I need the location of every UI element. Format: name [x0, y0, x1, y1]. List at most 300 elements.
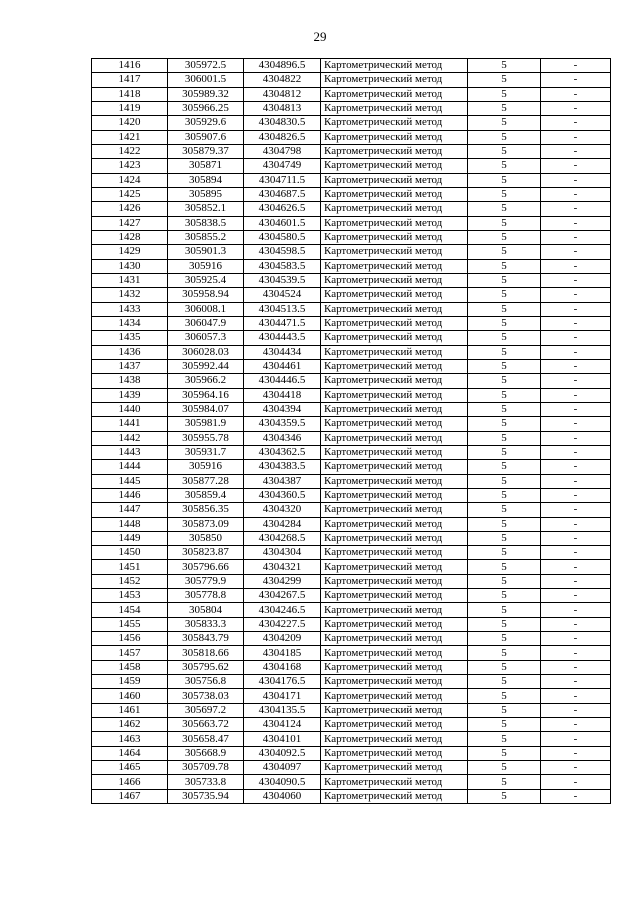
- y-coordinate-cell: 4304321: [244, 560, 321, 574]
- description-cell: -: [541, 789, 611, 803]
- x-coordinate-cell: 305972.5: [168, 59, 244, 73]
- table-row: [92, 789, 611, 803]
- description-cell: -: [541, 646, 611, 660]
- method-cell: Картометрический метод: [321, 632, 468, 646]
- x-coordinate-cell: 305668.9: [168, 746, 244, 760]
- x-coordinate-cell: 305958.94: [168, 288, 244, 302]
- point-number-cell: 1446: [92, 488, 168, 502]
- description-cell: -: [541, 374, 611, 388]
- method-cell: Картометрический метод: [321, 517, 468, 531]
- point-number-cell: 1466: [92, 775, 168, 789]
- point-number-cell: 1457: [92, 646, 168, 660]
- table-row: [92, 73, 611, 87]
- table-row: [92, 116, 611, 130]
- point-number-cell: 1456: [92, 632, 168, 646]
- accuracy-cell: 5: [468, 761, 541, 775]
- table-row: [92, 159, 611, 173]
- method-cell: Картометрический метод: [321, 388, 468, 402]
- description-cell: -: [541, 617, 611, 631]
- y-coordinate-cell: 4304176.5: [244, 675, 321, 689]
- x-coordinate-cell: 306028.03: [168, 345, 244, 359]
- point-number-cell: 1444: [92, 460, 168, 474]
- table-row: [92, 460, 611, 474]
- description-cell: -: [541, 216, 611, 230]
- accuracy-cell: 5: [468, 589, 541, 603]
- method-cell: Картометрический метод: [321, 503, 468, 517]
- x-coordinate-cell: 305855.2: [168, 230, 244, 244]
- y-coordinate-cell: 4304320: [244, 503, 321, 517]
- description-cell: -: [541, 417, 611, 431]
- point-number-cell: 1465: [92, 761, 168, 775]
- method-cell: Картометрический метод: [321, 718, 468, 732]
- description-cell: -: [541, 87, 611, 101]
- description-cell: -: [541, 474, 611, 488]
- accuracy-cell: 5: [468, 574, 541, 588]
- method-cell: Картометрический метод: [321, 331, 468, 345]
- x-coordinate-cell: 305879.37: [168, 144, 244, 158]
- point-number-cell: 1439: [92, 388, 168, 402]
- table-row: [92, 202, 611, 216]
- y-coordinate-cell: 4304434: [244, 345, 321, 359]
- accuracy-cell: 5: [468, 345, 541, 359]
- point-number-cell: 1445: [92, 474, 168, 488]
- description-cell: -: [541, 431, 611, 445]
- accuracy-cell: 5: [468, 116, 541, 130]
- y-coordinate-cell: 4304246.5: [244, 603, 321, 617]
- accuracy-cell: 5: [468, 789, 541, 803]
- method-cell: Картометрический метод: [321, 288, 468, 302]
- accuracy-cell: 5: [468, 101, 541, 115]
- point-number-cell: 1451: [92, 560, 168, 574]
- y-coordinate-cell: 4304394: [244, 402, 321, 416]
- table-row: [92, 374, 611, 388]
- point-number-cell: 1423: [92, 159, 168, 173]
- point-number-cell: 1461: [92, 703, 168, 717]
- method-cell: Картометрический метод: [321, 703, 468, 717]
- table-row: [92, 388, 611, 402]
- accuracy-cell: 5: [468, 488, 541, 502]
- y-coordinate-cell: 4304168: [244, 660, 321, 674]
- table-row: [92, 675, 611, 689]
- y-coordinate-cell: 4304387: [244, 474, 321, 488]
- description-cell: -: [541, 718, 611, 732]
- description-cell: -: [541, 101, 611, 115]
- y-coordinate-cell: 4304513.5: [244, 302, 321, 316]
- accuracy-cell: 5: [468, 374, 541, 388]
- accuracy-cell: 5: [468, 732, 541, 746]
- method-cell: Картометрический метод: [321, 574, 468, 588]
- x-coordinate-cell: 305778.8: [168, 589, 244, 603]
- point-number-cell: 1435: [92, 331, 168, 345]
- y-coordinate-cell: 4304092.5: [244, 746, 321, 760]
- point-number-cell: 1432: [92, 288, 168, 302]
- table-row: [92, 517, 611, 531]
- page-number: 29: [313, 29, 327, 44]
- description-cell: -: [541, 589, 611, 603]
- y-coordinate-cell: 4304687.5: [244, 187, 321, 201]
- method-cell: Картометрический метод: [321, 202, 468, 216]
- x-coordinate-cell: 305818.66: [168, 646, 244, 660]
- method-cell: Картометрический метод: [321, 59, 468, 73]
- description-cell: -: [541, 689, 611, 703]
- method-cell: Картометрический метод: [321, 402, 468, 416]
- description-cell: -: [541, 302, 611, 316]
- y-coordinate-cell: 4304060: [244, 789, 321, 803]
- x-coordinate-cell: 305823.87: [168, 546, 244, 560]
- table-row: [92, 259, 611, 273]
- y-coordinate-cell: 4304418: [244, 388, 321, 402]
- y-coordinate-cell: 4304798: [244, 144, 321, 158]
- table-row: [92, 273, 611, 287]
- y-coordinate-cell: 4304097: [244, 761, 321, 775]
- table-row: [92, 603, 611, 617]
- y-coordinate-cell: 4304471.5: [244, 316, 321, 330]
- description-cell: -: [541, 775, 611, 789]
- method-cell: Картометрический метод: [321, 675, 468, 689]
- x-coordinate-cell: 305856.35: [168, 503, 244, 517]
- x-coordinate-cell: 305929.6: [168, 116, 244, 130]
- accuracy-cell: 5: [468, 460, 541, 474]
- y-coordinate-cell: 4304359.5: [244, 417, 321, 431]
- point-number-cell: 1427: [92, 216, 168, 230]
- point-number-cell: 1467: [92, 789, 168, 803]
- accuracy-cell: 5: [468, 632, 541, 646]
- method-cell: Картометрический метод: [321, 417, 468, 431]
- method-cell: Картометрический метод: [321, 374, 468, 388]
- point-number-cell: 1449: [92, 531, 168, 545]
- description-cell: -: [541, 202, 611, 216]
- x-coordinate-cell: 305916: [168, 259, 244, 273]
- accuracy-cell: 5: [468, 245, 541, 259]
- accuracy-cell: 5: [468, 603, 541, 617]
- y-coordinate-cell: 4304268.5: [244, 531, 321, 545]
- table-row: [92, 646, 611, 660]
- y-coordinate-cell: 4304304: [244, 546, 321, 560]
- x-coordinate-cell: 305925.4: [168, 273, 244, 287]
- method-cell: Картометрический метод: [321, 617, 468, 631]
- x-coordinate-cell: 305738.03: [168, 689, 244, 703]
- x-coordinate-cell: 305992.44: [168, 359, 244, 373]
- accuracy-cell: 5: [468, 273, 541, 287]
- method-cell: Картометрический метод: [321, 445, 468, 459]
- point-number-cell: 1422: [92, 144, 168, 158]
- method-cell: Картометрический метод: [321, 173, 468, 187]
- method-cell: Картометрический метод: [321, 230, 468, 244]
- x-coordinate-cell: 305733.8: [168, 775, 244, 789]
- method-cell: Картометрический метод: [321, 144, 468, 158]
- coordinates-table-body: [92, 59, 611, 804]
- accuracy-cell: 5: [468, 560, 541, 574]
- point-number-cell: 1433: [92, 302, 168, 316]
- accuracy-cell: 5: [468, 775, 541, 789]
- table-row: [92, 560, 611, 574]
- method-cell: Картометрический метод: [321, 775, 468, 789]
- table-row: [92, 546, 611, 560]
- description-cell: -: [541, 230, 611, 244]
- table-row: [92, 617, 611, 631]
- description-cell: -: [541, 187, 611, 201]
- y-coordinate-cell: 4304383.5: [244, 460, 321, 474]
- table-row: [92, 216, 611, 230]
- table-row: [92, 302, 611, 316]
- y-coordinate-cell: 4304346: [244, 431, 321, 445]
- description-cell: -: [541, 746, 611, 760]
- y-coordinate-cell: 4304090.5: [244, 775, 321, 789]
- point-number-cell: 1430: [92, 259, 168, 273]
- method-cell: Картометрический метод: [321, 101, 468, 115]
- point-number-cell: 1426: [92, 202, 168, 216]
- table-row: [92, 187, 611, 201]
- point-number-cell: 1440: [92, 402, 168, 416]
- accuracy-cell: 5: [468, 703, 541, 717]
- x-coordinate-cell: 305859.4: [168, 488, 244, 502]
- accuracy-cell: 5: [468, 503, 541, 517]
- x-coordinate-cell: 305843.79: [168, 632, 244, 646]
- description-cell: -: [541, 345, 611, 359]
- description-cell: -: [541, 316, 611, 330]
- description-cell: -: [541, 560, 611, 574]
- accuracy-cell: 5: [468, 689, 541, 703]
- method-cell: Картометрический метод: [321, 359, 468, 373]
- point-number-cell: 1416: [92, 59, 168, 73]
- point-number-cell: 1428: [92, 230, 168, 244]
- method-cell: Картометрический метод: [321, 488, 468, 502]
- method-cell: Картометрический метод: [321, 589, 468, 603]
- description-cell: -: [541, 603, 611, 617]
- table-row: [92, 574, 611, 588]
- accuracy-cell: 5: [468, 431, 541, 445]
- method-cell: Картометрический метод: [321, 603, 468, 617]
- x-coordinate-cell: 305984.07: [168, 402, 244, 416]
- point-number-cell: 1437: [92, 359, 168, 373]
- accuracy-cell: 5: [468, 646, 541, 660]
- accuracy-cell: 5: [468, 531, 541, 545]
- x-coordinate-cell: 305877.28: [168, 474, 244, 488]
- table-row: [92, 660, 611, 674]
- point-number-cell: 1454: [92, 603, 168, 617]
- accuracy-cell: 5: [468, 130, 541, 144]
- y-coordinate-cell: 4304227.5: [244, 617, 321, 631]
- description-cell: -: [541, 546, 611, 560]
- point-number-cell: 1434: [92, 316, 168, 330]
- x-coordinate-cell: 305804: [168, 603, 244, 617]
- y-coordinate-cell: 4304267.5: [244, 589, 321, 603]
- x-coordinate-cell: 305796.66: [168, 560, 244, 574]
- method-cell: Картометрический метод: [321, 431, 468, 445]
- table-row: [92, 331, 611, 345]
- description-cell: -: [541, 517, 611, 531]
- accuracy-cell: 5: [468, 660, 541, 674]
- accuracy-cell: 5: [468, 474, 541, 488]
- accuracy-cell: 5: [468, 302, 541, 316]
- y-coordinate-cell: 4304185: [244, 646, 321, 660]
- accuracy-cell: 5: [468, 331, 541, 345]
- x-coordinate-cell: 305833.3: [168, 617, 244, 631]
- y-coordinate-cell: 4304830.5: [244, 116, 321, 130]
- description-cell: -: [541, 460, 611, 474]
- table-row: [92, 775, 611, 789]
- y-coordinate-cell: 4304171: [244, 689, 321, 703]
- accuracy-cell: 5: [468, 546, 541, 560]
- y-coordinate-cell: 4304826.5: [244, 130, 321, 144]
- y-coordinate-cell: 4304443.5: [244, 331, 321, 345]
- y-coordinate-cell: 4304598.5: [244, 245, 321, 259]
- y-coordinate-cell: 4304813: [244, 101, 321, 115]
- method-cell: Картометрический метод: [321, 560, 468, 574]
- method-cell: Картометрический метод: [321, 345, 468, 359]
- accuracy-cell: 5: [468, 73, 541, 87]
- table-row: [92, 732, 611, 746]
- method-cell: Картометрический метод: [321, 116, 468, 130]
- point-number-cell: 1443: [92, 445, 168, 459]
- coordinates-table: [91, 58, 611, 804]
- y-coordinate-cell: 4304461: [244, 359, 321, 373]
- x-coordinate-cell: 305966.2: [168, 374, 244, 388]
- method-cell: Картометрический метод: [321, 87, 468, 101]
- table-row: [92, 718, 611, 732]
- accuracy-cell: 5: [468, 173, 541, 187]
- point-number-cell: 1459: [92, 675, 168, 689]
- method-cell: Картометрический метод: [321, 73, 468, 87]
- y-coordinate-cell: 4304626.5: [244, 202, 321, 216]
- description-cell: -: [541, 130, 611, 144]
- accuracy-cell: 5: [468, 144, 541, 158]
- table-row: [92, 703, 611, 717]
- point-number-cell: 1447: [92, 503, 168, 517]
- y-coordinate-cell: 4304539.5: [244, 273, 321, 287]
- point-number-cell: 1463: [92, 732, 168, 746]
- x-coordinate-cell: 305989.32: [168, 87, 244, 101]
- description-cell: -: [541, 574, 611, 588]
- accuracy-cell: 5: [468, 388, 541, 402]
- description-cell: -: [541, 159, 611, 173]
- y-coordinate-cell: 4304580.5: [244, 230, 321, 244]
- method-cell: Картометрический метод: [321, 746, 468, 760]
- y-coordinate-cell: 4304812: [244, 87, 321, 101]
- accuracy-cell: 5: [468, 417, 541, 431]
- method-cell: Картометрический метод: [321, 531, 468, 545]
- x-coordinate-cell: 305894: [168, 173, 244, 187]
- table-row: [92, 345, 611, 359]
- y-coordinate-cell: 4304896.5: [244, 59, 321, 73]
- accuracy-cell: 5: [468, 617, 541, 631]
- accuracy-cell: 5: [468, 288, 541, 302]
- table-row: [92, 417, 611, 431]
- table-row: [92, 503, 611, 517]
- y-coordinate-cell: 4304362.5: [244, 445, 321, 459]
- point-number-cell: 1425: [92, 187, 168, 201]
- table-row: [92, 316, 611, 330]
- x-coordinate-cell: 305966.25: [168, 101, 244, 115]
- description-cell: -: [541, 732, 611, 746]
- point-number-cell: 1462: [92, 718, 168, 732]
- accuracy-cell: 5: [468, 59, 541, 73]
- point-number-cell: 1438: [92, 374, 168, 388]
- description-cell: -: [541, 503, 611, 517]
- method-cell: Картометрический метод: [321, 130, 468, 144]
- method-cell: Картометрический метод: [321, 316, 468, 330]
- description-cell: -: [541, 173, 611, 187]
- y-coordinate-cell: 4304446.5: [244, 374, 321, 388]
- x-coordinate-cell: 305663.72: [168, 718, 244, 732]
- point-number-cell: 1421: [92, 130, 168, 144]
- y-coordinate-cell: 4304299: [244, 574, 321, 588]
- table-row: [92, 689, 611, 703]
- x-coordinate-cell: 305735.94: [168, 789, 244, 803]
- y-coordinate-cell: 4304822: [244, 73, 321, 87]
- accuracy-cell: 5: [468, 87, 541, 101]
- table-row: [92, 445, 611, 459]
- x-coordinate-cell: 305981.9: [168, 417, 244, 431]
- point-number-cell: 1441: [92, 417, 168, 431]
- accuracy-cell: 5: [468, 202, 541, 216]
- x-coordinate-cell: 305955.78: [168, 431, 244, 445]
- point-number-cell: 1420: [92, 116, 168, 130]
- x-coordinate-cell: 306008.1: [168, 302, 244, 316]
- y-coordinate-cell: 4304524: [244, 288, 321, 302]
- accuracy-cell: 5: [468, 316, 541, 330]
- method-cell: Картометрический метод: [321, 273, 468, 287]
- description-cell: -: [541, 288, 611, 302]
- description-cell: -: [541, 388, 611, 402]
- method-cell: Картометрический метод: [321, 689, 468, 703]
- description-cell: -: [541, 116, 611, 130]
- x-coordinate-cell: 305779.9: [168, 574, 244, 588]
- accuracy-cell: 5: [468, 230, 541, 244]
- method-cell: Картометрический метод: [321, 245, 468, 259]
- table-row: [92, 173, 611, 187]
- x-coordinate-cell: 305838.5: [168, 216, 244, 230]
- table-row: [92, 761, 611, 775]
- table-row: [92, 589, 611, 603]
- description-cell: -: [541, 488, 611, 502]
- y-coordinate-cell: 4304711.5: [244, 173, 321, 187]
- table-row: [92, 746, 611, 760]
- table-row: [92, 474, 611, 488]
- point-number-cell: 1464: [92, 746, 168, 760]
- description-cell: -: [541, 331, 611, 345]
- description-cell: -: [541, 73, 611, 87]
- x-coordinate-cell: 305873.09: [168, 517, 244, 531]
- method-cell: Картометрический метод: [321, 474, 468, 488]
- y-coordinate-cell: 4304749: [244, 159, 321, 173]
- point-number-cell: 1450: [92, 546, 168, 560]
- description-cell: -: [541, 59, 611, 73]
- x-coordinate-cell: 306047.9: [168, 316, 244, 330]
- table-row: [92, 488, 611, 502]
- x-coordinate-cell: 305697.2: [168, 703, 244, 717]
- point-number-cell: 1452: [92, 574, 168, 588]
- table-row: [92, 632, 611, 646]
- description-cell: -: [541, 273, 611, 287]
- table-row: [92, 245, 611, 259]
- description-cell: -: [541, 675, 611, 689]
- method-cell: Картометрический метод: [321, 159, 468, 173]
- description-cell: -: [541, 761, 611, 775]
- description-cell: -: [541, 144, 611, 158]
- description-cell: -: [541, 402, 611, 416]
- method-cell: Картометрический метод: [321, 216, 468, 230]
- point-number-cell: 1458: [92, 660, 168, 674]
- table-row: [92, 288, 611, 302]
- x-coordinate-cell: 305907.6: [168, 130, 244, 144]
- description-cell: -: [541, 259, 611, 273]
- accuracy-cell: 5: [468, 718, 541, 732]
- y-coordinate-cell: 4304135.5: [244, 703, 321, 717]
- y-coordinate-cell: 4304124: [244, 718, 321, 732]
- point-number-cell: 1460: [92, 689, 168, 703]
- accuracy-cell: 5: [468, 746, 541, 760]
